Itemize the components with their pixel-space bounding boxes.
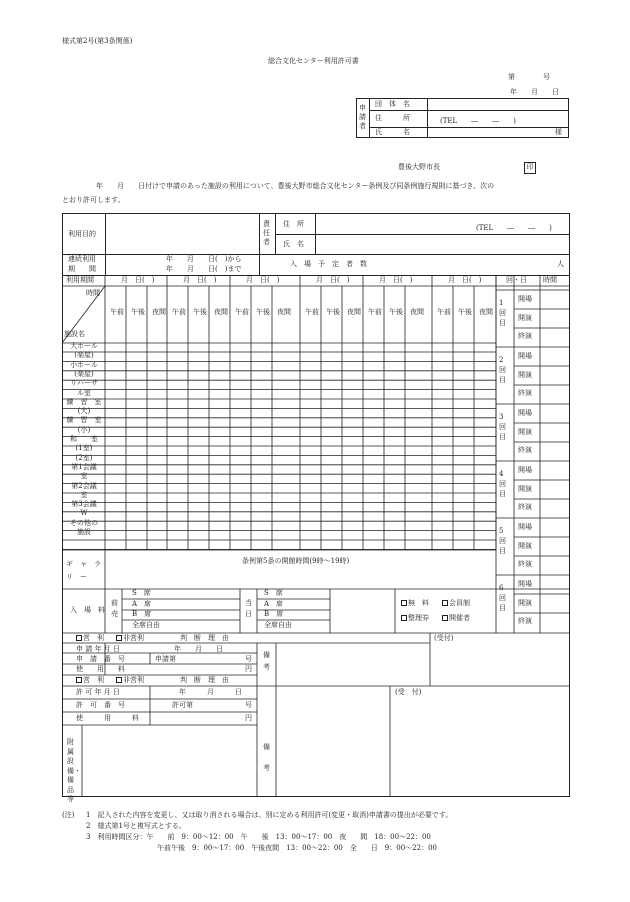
- facility-0: 大ホール: [70, 342, 98, 350]
- facility-4: リハーサ: [70, 379, 98, 388]
- sameday-seat-0: S 席: [264, 589, 283, 597]
- facility-7: (大): [77, 407, 91, 416]
- permit-received-label: (受 付): [395, 688, 422, 696]
- reason-label-2: 判 断 理 由: [180, 676, 229, 684]
- permit-date-value: 年 月 日: [179, 688, 242, 696]
- note-1: 1 記入された内容を変更し、又は取り消される場合は、別に定める利用許可(変更・取消)申請書の提出が必要です。: [86, 811, 453, 819]
- facility-19: その他の: [70, 518, 98, 527]
- note-2: 2 様式第1号と複写式とする。: [86, 822, 186, 830]
- intro-line-1: 年 月 日付けで申請のあった施設の利用について、豊後大野市総合文化センター条例及び同条例施行規則に基づき、次の: [96, 182, 495, 190]
- period-to: 年 月 日( )まで: [166, 265, 242, 273]
- perf-label-1-0: 開場: [518, 352, 532, 360]
- continuous-label: 連続利用: [68, 255, 96, 263]
- applicant-name-label: 氏 名: [375, 128, 410, 136]
- group-name-label: 団 体 名: [375, 100, 410, 108]
- permit-date-label: 許 可 年 月 日: [76, 688, 120, 696]
- free-option[interactable]: 無 料: [401, 600, 429, 607]
- perf-label-0-0: 開場: [518, 295, 532, 303]
- facility-5: ル室: [77, 388, 91, 397]
- audience-unit: 人: [557, 260, 564, 268]
- app-date-label: 申 請 年 月 日: [76, 645, 120, 653]
- seal-mark: 印: [524, 162, 536, 174]
- facility-9: (小): [77, 425, 91, 434]
- received-label: (受付): [434, 634, 454, 642]
- presale-label: 前売: [111, 599, 118, 618]
- perf-label-3-2: 終演: [518, 503, 532, 511]
- app-fee-yen: 円: [245, 665, 252, 673]
- note-3: 3 利用時間区分：午 前 9：00～12：00 午 後 13：00～17：00 夜 間 18：00～22：00: [86, 833, 431, 841]
- slot-label-4-2: 夜間: [410, 308, 424, 316]
- presale-seat-3: 全席自由: [132, 620, 160, 629]
- perf-label-3-1: 開演: [518, 484, 532, 493]
- slot-label-0-0: 午前: [110, 308, 124, 316]
- notes-head: (注): [62, 811, 75, 819]
- perf-label-5-0: 開場: [518, 580, 532, 588]
- equipment-label: 附属設備・備品等: [67, 738, 81, 803]
- responsible-label: 責任者: [263, 220, 270, 246]
- round-2: 3回目: [499, 413, 506, 441]
- slot-label-2-1: 午後: [256, 308, 270, 316]
- perf-label-4-1: 開演: [518, 541, 532, 550]
- slot-label-3-1: 午後: [326, 308, 340, 316]
- perf-label-2-1: 開演: [518, 427, 532, 436]
- date-cell-4: 月 日( ): [379, 276, 413, 284]
- sameday-seat-3: 全席自由: [264, 620, 292, 629]
- slot-label-4-0: 午前: [368, 308, 382, 316]
- noncommercial-option[interactable]: 非営利: [116, 635, 144, 642]
- facility-13: 第1会議: [71, 462, 97, 471]
- facility-1: (楽屋): [74, 351, 94, 360]
- audience-label: 入 場 予 定 者 数: [290, 260, 367, 268]
- perf-label-1-2: 終演: [518, 389, 532, 397]
- date-cell-5: 月 日( ): [448, 276, 482, 284]
- slot-label-4-1: 午後: [389, 308, 403, 316]
- slot-label-1-2: 夜間: [214, 308, 228, 316]
- round-4: 5回目: [499, 527, 506, 555]
- facility-18: W: [80, 509, 88, 518]
- round-1: 2回目: [499, 356, 506, 384]
- permit-remarks-label: 備考: [263, 743, 270, 772]
- permit-number-suffix: 号: [245, 701, 252, 709]
- period-from: 年 月 日( )から: [166, 255, 242, 263]
- facility-6: 練 習 室: [66, 397, 102, 406]
- presale-seat-2: B 席: [132, 610, 152, 618]
- perf-label-4-2: 終演: [518, 560, 532, 568]
- facility-15: 第2会議: [71, 481, 97, 490]
- slot-label-0-1: 午後: [131, 308, 145, 316]
- app-number-label: 申 請 番 号: [76, 655, 125, 663]
- gallery-hours-note: 条例第5条の開館時間(9時～19時): [242, 557, 350, 565]
- admission-label: 入 場 料: [70, 606, 105, 614]
- facility-3: (楽屋): [74, 369, 94, 378]
- responsible-address-label: 住 所: [283, 220, 304, 228]
- usage-period-label: 利用期間: [66, 276, 94, 284]
- perf-header-time: 時間: [543, 276, 557, 284]
- round-5: 6回目: [499, 584, 506, 612]
- permit-number-prefix: 許可第: [172, 701, 193, 709]
- permit-number-field-label: 許 可 番 号: [76, 701, 125, 709]
- perf-label-5-1: 開演: [518, 598, 532, 607]
- slot-label-1-1: 午後: [193, 308, 207, 316]
- facility-12: (2室): [75, 453, 93, 462]
- round-3: 4回目: [499, 470, 506, 498]
- ticket-option[interactable]: 整理券: [401, 615, 429, 622]
- facility-2: 小ホール: [70, 360, 98, 369]
- document-title: 総合文化センター利用許可書: [268, 57, 359, 65]
- issue-date-label: 年 月 日: [510, 88, 559, 96]
- period-label: 期 間: [68, 265, 96, 273]
- facility-label: 施設名: [64, 330, 85, 338]
- honorific: 様: [555, 128, 562, 136]
- perf-label-0-1: 開演: [518, 313, 532, 322]
- permit-fee-label: 使 用 料: [76, 714, 139, 722]
- presale-seat-0: S 席: [132, 589, 151, 597]
- review-remarks-label: 備考: [263, 651, 270, 671]
- facility-8: 練 習 室: [66, 416, 102, 425]
- time-label: 時間: [86, 289, 100, 297]
- slot-label-5-1: 午後: [458, 308, 472, 316]
- commercial-option[interactable]: 営 利: [76, 635, 104, 642]
- slot-label-2-0: 午前: [235, 308, 249, 316]
- gallery-label-1: ギ ャ ラ: [66, 560, 101, 568]
- applicant-address-label: 住 所: [375, 114, 410, 122]
- commercial-option-2[interactable]: 営 利: [76, 677, 104, 684]
- facility-20: 施設: [77, 528, 91, 536]
- date-cell-2: 月 日( ): [246, 276, 280, 284]
- perf-label-4-0: 開場: [518, 523, 532, 531]
- mayor-label: 豊後大野市長: [398, 163, 440, 171]
- sameday-seat-2: B 席: [264, 610, 284, 618]
- facility-14: 室: [80, 472, 88, 481]
- app-fee-label: 使 用 料: [76, 665, 125, 673]
- presale-seat-1: A 席: [132, 599, 152, 608]
- facility-16: 室: [80, 490, 88, 499]
- slot-label-3-2: 夜間: [347, 308, 361, 316]
- slot-label-1-0: 午前: [172, 308, 186, 316]
- perf-label-2-0: 開場: [518, 409, 532, 417]
- date-cell-1: 月 日( ): [183, 276, 217, 284]
- slot-label-5-0: 午前: [437, 308, 451, 316]
- slot-label-5-2: 夜間: [479, 308, 493, 316]
- perf-label-5-2: 終演: [518, 617, 532, 625]
- slot-label-2-2: 夜間: [277, 308, 291, 316]
- applicant-side-label: 申請者: [359, 104, 366, 130]
- intro-line-2: とおり許可します。: [62, 196, 125, 204]
- sameday-seat-1: A 席: [264, 599, 284, 608]
- responsible-tel: (TEL ― ― ): [476, 224, 552, 232]
- gallery-label-2: リ ー: [66, 573, 87, 581]
- applicant-tel: (TEL ― ― ): [440, 117, 516, 125]
- perf-label-2-2: 終演: [518, 446, 532, 454]
- facility-10: 和 室: [70, 435, 98, 443]
- facility-17: 第3会議: [71, 500, 97, 509]
- permit-fee-yen: 円: [245, 714, 252, 722]
- date-cell-0: 月 日( ): [121, 276, 155, 284]
- reason-label: 判 断 理 由: [180, 634, 229, 642]
- perf-label-0-2: 終演: [518, 332, 532, 340]
- app-date-value: 年 月 日: [174, 645, 223, 653]
- app-number-suffix: 号: [245, 655, 252, 663]
- perf-label-1-1: 開演: [518, 370, 532, 379]
- slot-label-3-0: 午前: [305, 308, 319, 316]
- permit-number-label: 第 号: [508, 73, 550, 81]
- noncommercial-option-2[interactable]: 非営利: [116, 677, 144, 684]
- perf-header-round: 回・日: [506, 276, 527, 284]
- member-option[interactable]: 会員制: [442, 600, 470, 607]
- facility-11: (1室): [75, 444, 93, 453]
- date-cell-3: 月 日( ): [316, 276, 350, 284]
- perf-label-3-0: 開場: [518, 466, 532, 474]
- slot-label-0-2: 夜間: [152, 308, 166, 316]
- note-4: 午前午後 9：00～17：00 午後夜間 13：00～22：00 全 日 9：00～22：00: [157, 844, 437, 852]
- round-0: 1回目: [499, 299, 506, 327]
- responsible-name-label: 氏 名: [283, 240, 304, 248]
- purpose-label: 利用目的: [68, 230, 96, 238]
- app-number-prefix: 申請第: [155, 655, 176, 663]
- form-number: 様式第2号(第3条関係): [62, 37, 133, 45]
- sameday-label: 当日: [245, 599, 252, 618]
- invite-option[interactable]: 開催者: [442, 615, 470, 622]
